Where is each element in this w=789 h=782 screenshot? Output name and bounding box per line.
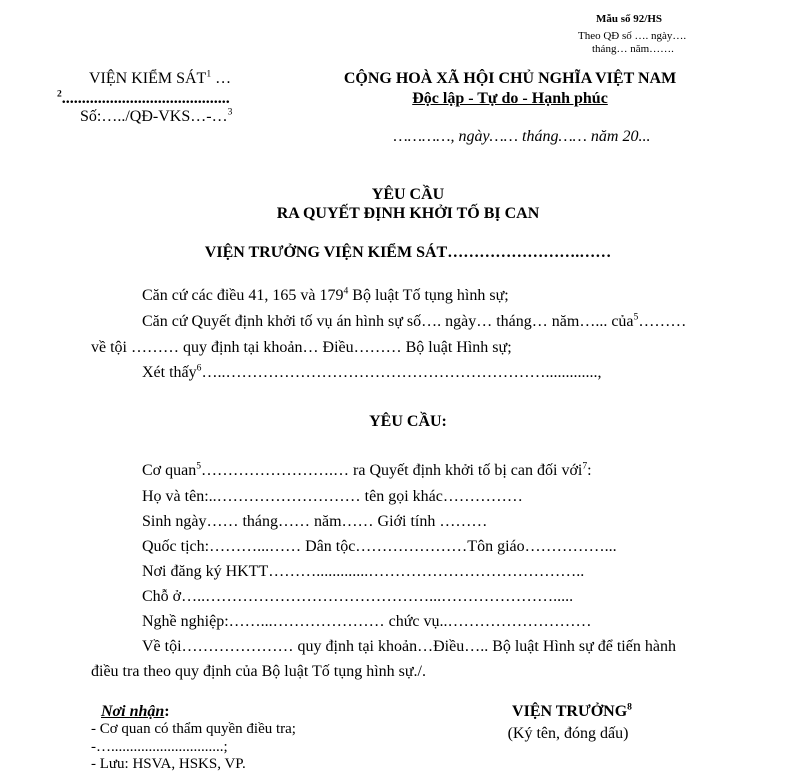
authority-line: VIỆN TRƯỞNG VIỆN KIỂM SÁT…………………….…… [204,244,612,261]
agency-name: VIỆN KIỂM SÁT$^1$ … [89,68,232,87]
national-title: CỘNG HOÀ XÃ HỘI CHỦ NGHĨA VIỆT NAM [343,70,677,87]
basis-line-2: Căn cứ Quyết định khởi tố vụ án hình sự số…. ngày… tháng… năm…... của$^5$……… [142,311,687,330]
signature-title: VIỆN TRƯỞNG$^8$ [512,701,632,720]
current-address-field: Chỗ ở…..……………………………………...…………………..... [142,588,574,605]
form-reference-line2: tháng… năm……. [592,43,674,55]
basis-line-1: Căn cứ các điều 41, 165 và $179^4$ Bộ luật Tố tụng hình sự; [142,285,509,304]
request-agency-line: Cơ quan$^5$…………………….… ra Quyết định khởi tố bị can đối với$^7$: [142,460,592,479]
date-line: …………, ngày…… tháng…… năm 20... [393,128,651,145]
recipient-item: -…..............................; [91,739,228,755]
document-title: YÊU CẦU [371,186,445,203]
form-code: Mẫu số 92/HS [596,13,663,25]
national-motto: Độc lập - Tự do - Hạnh phúc [412,90,608,107]
basis-line-4: Xét thấy$^6$…..……………………………………………………............., [142,362,602,381]
document-subtitle: RA QUYẾT ĐỊNH KHỞI TỐ BỊ CAN [276,205,540,222]
full-name-field: Họ và tên:..……………………… tên gọi khác…………… [142,488,523,505]
form-reference-line1: Theo QĐ số …. ngày…. [578,30,687,42]
basis-line-3: về tội ……… quy định tại khoản… Điều……… Bộ luật Hình sự; [91,339,512,356]
crime-field: Về tội………………… quy định tại khoản…Điều….. Bộ luật Hình sự để tiến hành [142,638,676,655]
request-heading: YÊU CẦU: [369,413,447,430]
recipients-heading: Nơi nhận: [101,703,170,720]
signature-note: (Ký tên, đóng dấu) [507,725,629,742]
sub-agency-line: $^2$.......................................... [57,88,230,107]
birth-gender-field: Sinh ngày…… tháng…… năm…… Giới tính ……… [142,513,488,530]
recipient-item: - Cơ quan có thẩm quyền điều tra; [91,721,296,737]
occupation-field: Nghề nghiệp:……...………………… chức vụ..……………………… [142,613,592,630]
investigation-line: điều tra theo quy định của Bộ luật Tố tụng hình sự./. [91,663,426,680]
document-number: Số:…../QĐ-VKS…-…$^3$ [80,106,233,125]
nationality-field: Quốc tịch:………...…… Dân tộc…………………Tôn giáo……………... [142,538,617,555]
residence-registration-field: Nơi đăng ký HKTT……….............………………………………….. [142,563,585,580]
recipient-item: - Lưu: HSVA, HSKS, VP. [91,756,246,772]
